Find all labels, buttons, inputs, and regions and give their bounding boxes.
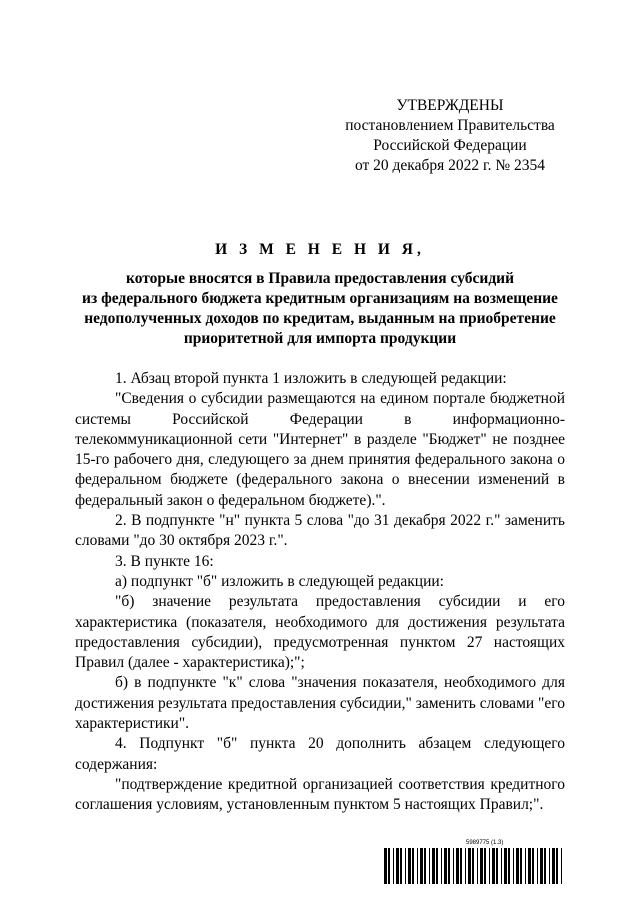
paragraph-4: 3. В пункте 16: (115, 552, 214, 570)
document-body (75, 369, 565, 816)
approval-block (340, 96, 560, 176)
paragraph-6: "б) значение результата предоставления субсидии и его характеристика (показателя, необходимого для достижения результата предоставления субсидии), предусмотренная пунктом 27 настоящих Правил (далее - характеристика);"; (75, 593, 565, 672)
document-heading (60, 240, 580, 349)
heading-line-4: приоритетной для импорта продукции (183, 330, 457, 347)
paragraph-5: а) подпункт "б" изложить в следующей редакции: (115, 572, 444, 590)
barcode-icon (384, 848, 564, 884)
paragraph-9: "подтверждение кредитной организацией соответствия кредитного соглашения условиям, установленным пунктом 5 настоящих Правил;". (75, 775, 565, 814)
heading-line-2: из федерального бюджета кредитным организациям на возмещение (82, 290, 558, 307)
approval-date-number: от 20 декабря 2022 г. № 2354 (354, 157, 546, 174)
heading-line-3: недополученных доходов по кредитам, выданным на приобретение (84, 310, 556, 327)
paragraph-2: "Сведения о субсидии размещаются на едином портале бюджетной системы Российской Федерации в информационно-телекоммуникационной сети "Интернет" в разделе "Бюджет" не позднее 15-го рабочего дня, следующего за днем принятия федерального закона о федеральном бюджете (федерального закона о внесении изменений в федеральный закон о федеральном бюджете).". (75, 390, 565, 509)
approval-decree-line: постановлением Правительства (345, 117, 555, 134)
paragraph-8: 4. Подпункт "б" пункта 20 дополнить абзацем следующего содержания: (75, 735, 565, 773)
document-number: 5989775 (1.3) (466, 840, 504, 846)
paragraph-1: 1. Абзац второй пункта 1 изложить в следующей редакции: (115, 370, 507, 387)
paragraph-3: 2. В подпункте "н" пункта 5 слова "до 31 декабря 2022 г." заменить словами "до 30 октября 2023 г.". (75, 512, 565, 550)
document-title: И З М Е Н Е Н И Я, (215, 241, 425, 258)
approval-country-line: Российской Федерации (373, 137, 527, 154)
heading-line-1: которые вносятся в Правила предоставления субсидий (125, 270, 515, 287)
approval-title: УТВЕРЖДЕНЫ (396, 97, 504, 114)
paragraph-7: б) в подпункте "к" слова "значения показателя, необходимого для достижения результата предоставления субсидии," заменить словами "его характеристики". (75, 674, 565, 733)
